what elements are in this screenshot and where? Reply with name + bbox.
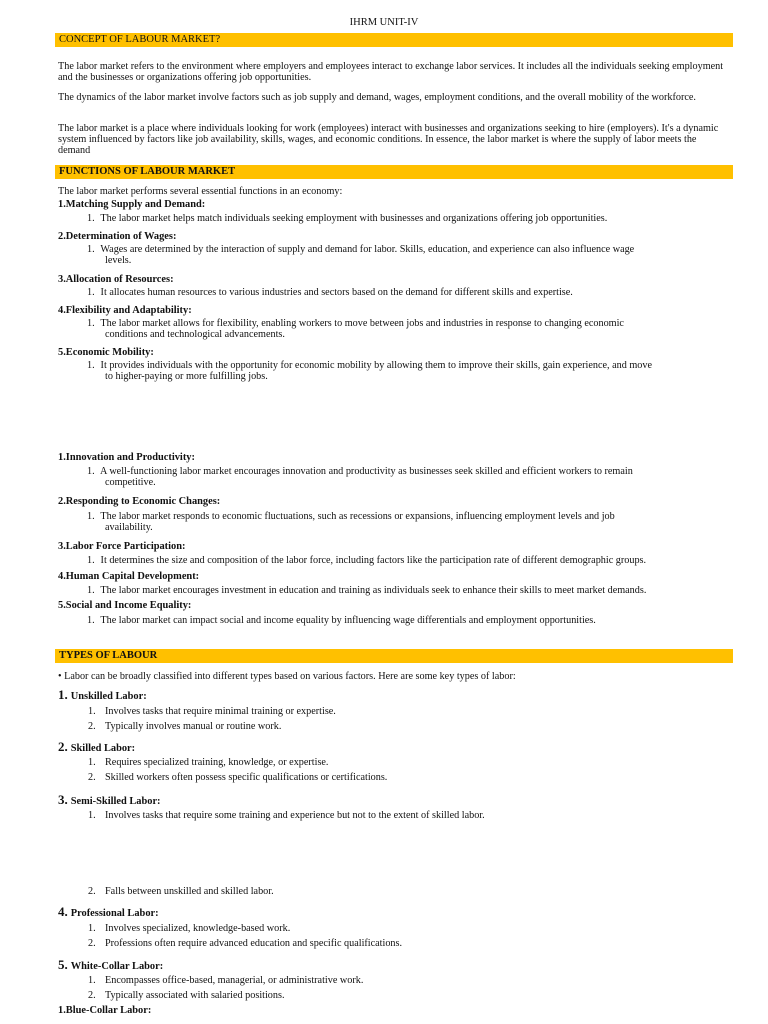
section-band-concept: CONCEPT OF LABOUR MARKET? (55, 33, 733, 47)
type-3-item-1: 1. Involves tasks that require some training and experience but not to the extent of skilled labor. (88, 810, 485, 821)
type-5-item-1: 1. Encompasses office-based, managerial, or administrative work. (88, 975, 364, 986)
function-heading-6: 1.Innovation and Productivity: (58, 452, 195, 463)
type-heading-5: 5. White-Collar Labor: (58, 957, 164, 972)
type-1-item-1: 1. Involves tasks that require minimal training or expertise. (88, 706, 336, 717)
section-band-functions: FUNCTIONS OF LABOUR MARKET (55, 165, 733, 179)
page-header: IHRM UNIT-IV (349, 17, 419, 28)
function-heading-1: 1.Matching Supply and Demand: (58, 199, 206, 210)
type-heading-2: 2. Skilled Labor: (58, 739, 136, 754)
type-1-item-2: 2. Typically involves manual or routine work. (88, 721, 282, 732)
types-intro: • Labor can be broadly classified into different types based on various factors. Here are some key types of labor: (58, 671, 516, 682)
function-heading-9: 4.Human Capital Development: (58, 571, 200, 582)
type-3-item-2: 2. Falls between unskilled and skilled labor. (88, 886, 274, 897)
concept-paragraph-1: The labor market refers to the environment where employers and employees interact to exchange labor services. It includes all the individuals seeking employment and the businesses or organizations offering job opportunities. (58, 61, 724, 84)
function-item-7: 1. The labor market responds to economic fluctuations, such as recessions or expansions, influencing employment levels and job availability. (87, 511, 615, 534)
functions-intro: The labor market performs several essential functions in an economy: (58, 186, 343, 197)
function-heading-5: 5.Economic Mobility: (58, 347, 154, 358)
function-heading-4: 4.Flexibility and Adaptability: (58, 305, 192, 316)
type-2-item-2: 2. Skilled workers often possess specific qualifications or certifications. (88, 772, 388, 783)
function-item-6: 1. A well-functioning labor market encourages innovation and productivity as businesses seek skilled and efficient workers to remain competitive. (87, 466, 633, 489)
function-heading-7: 2.Responding to Economic Changes: (58, 496, 221, 507)
function-item-3: 1. It allocates human resources to various industries and sectors based on the demand for different skills and expertise. (87, 287, 573, 298)
function-item-2: 1. Wages are determined by the interaction of supply and demand for labor. Skills, education, and experience can also influence wage levels. (87, 244, 635, 267)
type-4-item-2: 2. Professions often require advanced education and specific qualifications. (88, 938, 403, 949)
function-item-4: 1. The labor market allows for flexibility, enabling workers to move between jobs and industries in response to changing economic conditions and technological advancements. (87, 318, 624, 341)
function-heading-8: 3.Labor Force Participation: (58, 541, 186, 552)
type-heading-6: 1.Blue-Collar Labor: (58, 1005, 152, 1016)
function-item-9: 1. The labor market encourages investment in education and training as individuals seek to enhance their skills to meet market demands. (87, 585, 647, 596)
concept-paragraph-2: The dynamics of the labor market involve factors such as job supply and demand, wages, employment conditions, and the overall mobility of the workforce. (58, 92, 696, 103)
type-5-item-2: 2. Typically associated with salaried positions. (88, 990, 285, 1001)
type-4-item-1: 1. Involves specialized, knowledge-based work. (88, 923, 291, 934)
type-heading-4: 4. Professional Labor: (58, 904, 159, 919)
function-item-1: 1. The labor market helps match individuals seeking employment with businesses and organizations offering job opportunities. (87, 213, 608, 224)
type-2-item-1: 1. Requires specialized training, knowledge, or expertise. (88, 757, 329, 768)
function-item-8: 1. It determines the size and composition of the labor force, including factors like the participation rate of different demographic groups. (87, 555, 647, 566)
type-heading-1: 1. Unskilled Labor: (58, 687, 147, 702)
function-item-5: 1. It provides individuals with the opportunity for economic mobility by allowing them to improve their skills, gain experience, and move to higher-paying or more fulfilling jobs. (87, 360, 652, 383)
function-heading-2: 2.Determination of Wages: (58, 231, 177, 242)
function-item-10: 1. The labor market can impact social and income equality by influencing wage differentials and employment opportunities. (87, 615, 596, 626)
section-band-types: TYPES OF LABOUR (55, 649, 733, 663)
function-heading-10: 5.Social and Income Equality: (58, 600, 192, 611)
function-heading-3: 3.Allocation of Resources: (58, 274, 174, 285)
type-heading-3: 3. Semi-Skilled Labor: (58, 792, 161, 807)
concept-paragraph-3: The labor market is a place where individuals looking for work (employees) interact with businesses and organizations seeking to hire (employers). It's a dynamic system influenced by factors like job availability, skills, wages, and economic conditions. In essence, the labor market is where the supply of labor meets the demand (58, 123, 719, 157)
